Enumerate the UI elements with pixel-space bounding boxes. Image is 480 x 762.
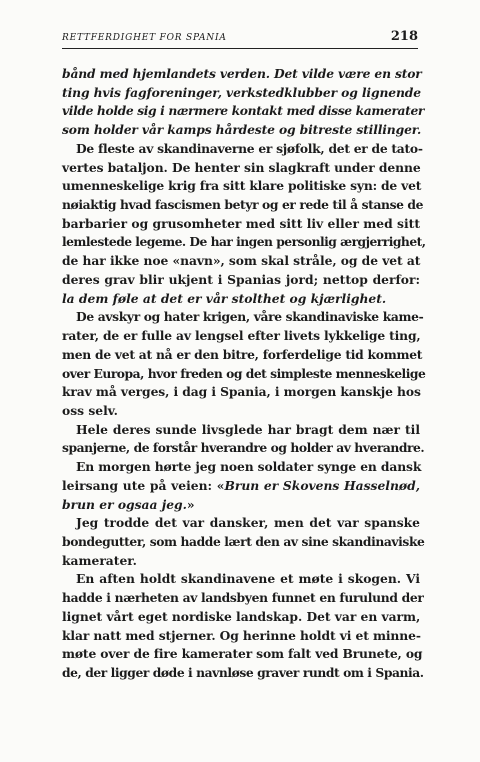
text-line (62, 159, 420, 178)
text-line (62, 140, 423, 159)
italic-run: brun er ogsaa jeg. (62, 496, 187, 512)
text-line (62, 196, 424, 215)
text-run: rater, de er fulle av lengsel efter livets lykkelige ting, (62, 328, 421, 344)
text-run: leirsang ute på veien: « (62, 477, 225, 493)
text-run: lemlestede legeme. De har ingen personlig ærgjerrighet, (62, 234, 426, 250)
text-line (62, 458, 420, 477)
text-line (62, 402, 420, 421)
italic-run: la dem føle at det er vår stolthet og kjærlighet. (62, 290, 387, 306)
text-run: vertes bataljon. De henter sin slagkraft under denne (62, 159, 421, 175)
text-run: de, der ligger døde i navnløse graver rundt om i Spania. (62, 665, 424, 680)
italic-run: som holder vår kamps hårdeste og bitreste stillinger. (62, 122, 422, 138)
text-run: kamerater. (62, 552, 137, 568)
text-line (62, 664, 424, 683)
text-line (62, 608, 420, 627)
text-line (62, 177, 420, 196)
text-line (62, 290, 420, 309)
text-line (62, 383, 420, 402)
text-run: over Europa, hvor freden og det simpleste menneskelige (62, 365, 426, 381)
text-line (62, 327, 420, 346)
text-line (62, 121, 420, 140)
text-line (62, 308, 424, 327)
italic-run: bånd med hjemlandets verden. Det vilde være en stor (62, 66, 422, 81)
text-run: De fleste av skandinaverne er sjøfolk, det er de tato- (76, 140, 423, 156)
text-line (62, 552, 420, 571)
text-run: umenneskelige krig fra sitt klare politiske syn: de vet (62, 178, 422, 194)
text-run: deres grav blir ukjent i Spanias jord; nettop derfor: (62, 271, 420, 287)
text-line (62, 496, 420, 515)
italic-run: vilde holde sig i nærmere kontakt med disse kamerater (62, 103, 425, 119)
text-run: Hele deres sunde livsglede har bragt dem nær til (76, 421, 420, 437)
text-line (62, 365, 426, 384)
italic-run: ting hvis fagforeninger, verkstedklubber og lignende (62, 84, 421, 100)
text-line (62, 421, 420, 440)
text-run: hadde i nærheten av landsbyen funnet en furulund der (62, 590, 424, 606)
text-run: » (186, 496, 195, 512)
page-header (62, 30, 418, 49)
text-run: nøiaktig hvad fascismen betyr og er rede til å stanse de (62, 197, 424, 213)
text-run: De avskyr og hater krigen, våre skandinaviske kame- (76, 309, 424, 325)
page-number: 218 (390, 29, 418, 44)
text-line (62, 271, 420, 290)
text-run: bondegutter, som hadde lært den av sine skandinaviske (62, 533, 425, 549)
text-run: de har ikke noe «navn», som skal stråle, og de vet at (62, 253, 421, 269)
text-line (62, 477, 420, 496)
text-line (62, 233, 426, 252)
text-line (62, 84, 420, 103)
text-line (62, 252, 420, 271)
text-run: En aften holdt skandinavene et møte i skogen. Vi (76, 571, 420, 587)
text-line (62, 514, 420, 533)
text-run: barbarier og grusomheter med sitt liv eller med sitt (62, 215, 420, 231)
text-line (62, 645, 423, 664)
text-run: klar natt med stjerner. Og herinne holdt vi et minne- (62, 627, 421, 643)
text-line (62, 589, 424, 608)
text-line (62, 346, 423, 365)
text-line (62, 570, 420, 589)
text-run: lignet vårt eget nordiske landskap. Det var en varm, (62, 608, 421, 624)
body-text (62, 65, 426, 683)
text-line (62, 65, 420, 84)
italic-run: Brun er Skovens Hasselnød, (224, 477, 420, 493)
text-line (62, 102, 425, 121)
text-line (62, 439, 425, 458)
text-run: spanjerne, de forstår hverandre og holder av hverandre. (62, 440, 425, 456)
text-run: Jeg trodde det var dansker, men det var spanske (76, 515, 420, 531)
text-line (62, 215, 420, 234)
text-run: En morgen hørte jeg noen soldater synge en dansk (76, 459, 422, 475)
text-run: oss selv. (62, 402, 118, 418)
text-line (62, 533, 425, 552)
text-run: krav må verges, i dag i Spania, i morgen kanskje hos (62, 384, 421, 400)
text-run: men de vet at nå er den bitre, forferdelige tid kommet (62, 346, 423, 362)
text-run: møte over de fire kamerater som falt ved Brunete, og (62, 646, 423, 662)
running-title: RETTFERDIGHET FOR SPANIA (62, 33, 227, 43)
text-line (62, 627, 420, 646)
